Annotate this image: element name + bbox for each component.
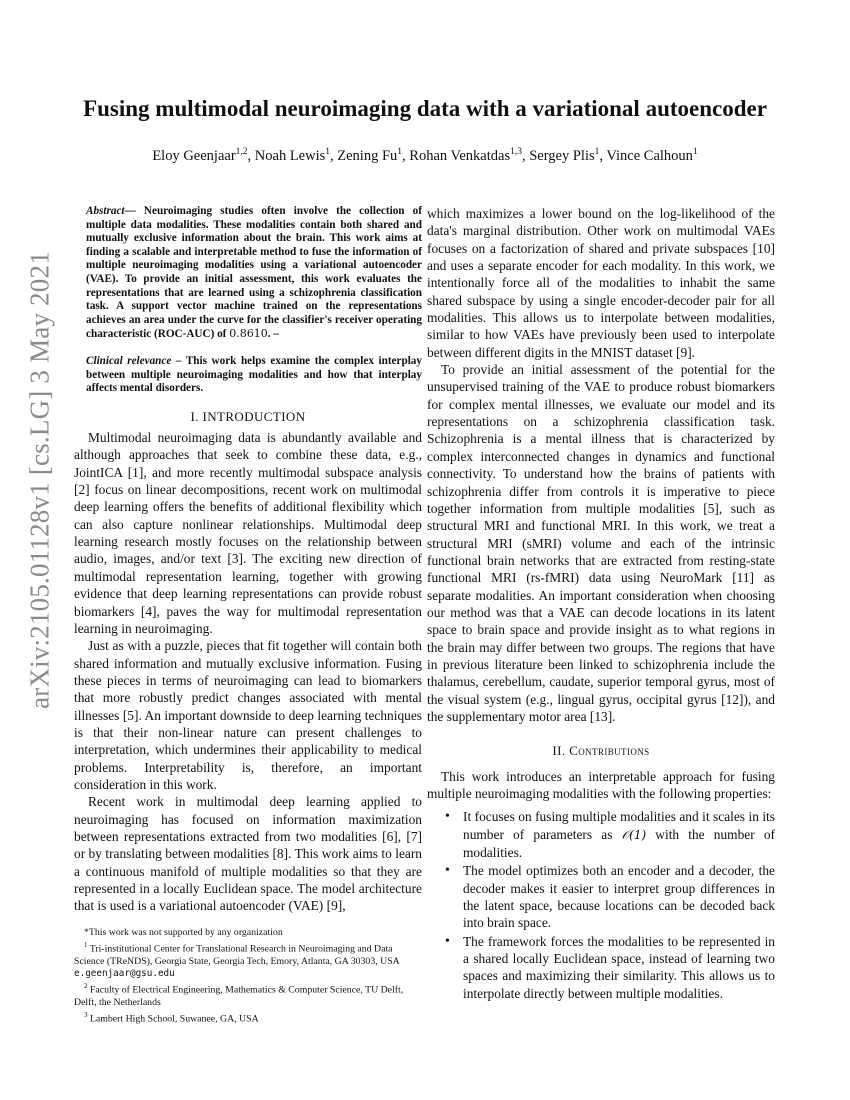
contribution-text: It focuses on fusing multiple modalities and it scales in its number of parameters as bbox=[463, 809, 775, 842]
intro-continuation: which maximizes a lower bound on the log-likelihood of the data's marginal distribution. Other work on multimodal VAEs focuses on a factorization of shared and private subspaces [10] and uses a separate encoder for each modality. In this work, we intentionally force all of the modalities to inhabit the same shared subspace by using a single encoder-decoder pair for all modalities. This allows us to interpolate between modalities, similar to how VAEs have previously been used to interpolate between different digits in the MNIST dataset [9]. bbox=[427, 206, 775, 360]
author-affiliation: 1 bbox=[594, 147, 600, 157]
intro-paragraph: Multimodal neuroimaging data is abundantly available and although approaches that seek to combine these data, e.g., JointICA [1], and more recently multimodal subspace analysis [2] focus on linear decompositions, recent work on multimodal deep learning offers the benefits of additional flexibility which can also capture nonlinear relationships. Multimodal deep learning research mostly focuses on the relationship between audio, images, and/or text [3]. The exciting new direction of multimodal representation learning, together with growing evidence that deep learning representations can provide robust biomarkers [4], paves the way for multimodal representation learning in neuroimaging. bbox=[74, 430, 422, 636]
contribution-text: The model optimizes both an encoder and a decoder, the decoder makes it easier to interpret group differences in the latent space, because locations can be decoded back into brain space. bbox=[463, 863, 775, 931]
footnote-2 bbox=[74, 980, 422, 1009]
intro-paragraph: To provide an initial assessment of the potential for the unsupervised training of the VAE to produce robust biomarkers for complex mental illnesses, we evaluate our model and its representations on a schizophrenia classification task. Schizophrenia is a mental illness that is characterized by complex interconnected changes in dynamics and functional connectivity. To understand how the brains of patients with schizophrenia differ from controls it is imperative to piece together information from multiple modalities [5], such as structural MRI and functional MRI. In this work, we treat a structural MRI (sMRI) volume and each of the intrinsic functional brain networks that are extracted from resting-state functional MRI (rs-fMRI) data using NeuroMark [11] as separate modalities. An important consideration when choosing our method was that a VAE can decode locations in its latent space to brain space and provide insight as to what regions in the brain may differ between two groups. The regions that have in previous literature been linked to schizophrenia include the thalamus, cerebellum, caudate, superior temporal gyrus, most of the visual system (e.g., lingual gyrus, occipital gyrus [12]), and the supplementary motor area [13]. bbox=[427, 362, 775, 724]
abstract-auc-value: 0.8610 bbox=[229, 327, 268, 341]
contributions-list bbox=[427, 808, 775, 1002]
section-heading-contributions: II. Contributions bbox=[552, 743, 650, 759]
author-list: Eloy Geenjaar$^{1,2}$, Noah Lewis$^1$, Zening Fu$^1$, Rohan Venkatdas$^{1,3}$, Sergey Plis$^1$, Vince Calhoun$^1$ bbox=[152, 147, 698, 164]
clinical-relevance bbox=[74, 355, 422, 396]
section-heading-introduction: I. INTRODUCTION bbox=[190, 408, 306, 424]
contribution-text: with the number of modalities. bbox=[463, 826, 775, 861]
author-name: Eloy Geenjaar bbox=[152, 147, 236, 164]
left-column bbox=[74, 205, 422, 915]
paper-title: Fusing multimodal neuroimaging data with a variational autoencoder bbox=[83, 96, 767, 121]
footnote-2-text: Faculty of Electrical Engineering, Mathematics & Computer Science, TU Delft, Delft, the Netherlands bbox=[74, 984, 404, 1009]
contribution-item bbox=[463, 808, 775, 861]
arxiv-sidebar-identifier bbox=[19, 251, 61, 709]
footnote-marker: 3 bbox=[84, 1011, 88, 1020]
contribution-text: The framework forces the modalities to be represented in a shared locally Euclidean space, instead of learning two spaces and maximizing their similarity. This allows us to interpolate directly between multiple modalities. bbox=[463, 933, 775, 1001]
footnote-marker: 1 bbox=[84, 941, 88, 950]
abstract: Abstract— Neuroimaging studies often involve the collection of multiple data modalities. These modalities contain both shared and mutually exclusive information about the brain. This work aims at finding a scalable and interpretable method to fuse the information of multiple neuroimaging modalities using a variational autoencoder (VAE). To provide an initial assessment, this work evaluates the representations that are learned using a schizophrenia classification task. A support vector machine trained on the representations achieves an area under the curve for the classifier's receiver operating characteristic (ROC-AUC) of 0.8610. – bbox=[86, 205, 423, 341]
footnote-support: *This work was not supported by any organization bbox=[84, 927, 283, 938]
right-column bbox=[427, 205, 775, 1003]
author-name: Zening Fu bbox=[337, 147, 398, 164]
clinical-relevance-label: Clinical relevance bbox=[86, 354, 172, 367]
author-affiliation: 1 bbox=[397, 147, 403, 157]
author-name: Rohan Venkatdas bbox=[409, 147, 511, 164]
footnote-1-email: e.geenjaar@gsu.edu bbox=[74, 968, 175, 980]
footnote-1-text: Tri-institutional Center for Translational Research in Neuroimaging and Data Science (TReNDS), Georgia State, Georgia Tech, Emory, Atlanta, GA 30303, USA bbox=[74, 943, 400, 967]
author-affiliation: 1,3 bbox=[510, 147, 522, 157]
abstract-ending: . – bbox=[267, 328, 279, 341]
footnote-marker: 2 bbox=[84, 982, 88, 991]
contribution-item bbox=[463, 862, 775, 931]
author-name: Vince Calhoun bbox=[606, 147, 693, 164]
intro-paragraph: Just as with a puzzle, pieces that fit together will contain both shared information and mutually exclusive information. Fusing these pieces in terms of neuroimaging can lead to biomarkers that more robustly predict changes associated with mental illnesses [5]. An important downside to deep learning techniques is that their non-linear nature can present challenges to interpretation, which undermines their applicability to medical problems. Interpretability is, therefore, an important consideration in this work. bbox=[74, 638, 422, 792]
author-affiliation: 1 bbox=[325, 147, 331, 157]
author-name: Noah Lewis bbox=[254, 147, 326, 164]
footnotes bbox=[74, 927, 422, 1026]
author-name: Sergey Plis bbox=[529, 147, 595, 164]
author-affiliation: 1 bbox=[692, 147, 698, 157]
contributions-intro: This work introduces an interpretable approach for fusing multiple neuroimaging modalities with the following properties: bbox=[427, 768, 775, 801]
abstract-text: Neuroimaging studies often involve the collection of multiple data modalities. These modalities contain both shared and mutually exclusive information about the brain. This work aims at finding a scalable and interpretable method to fuse the information of multiple neuroimaging modalities using a variational autoencoder (VAE). To provide an initial assessment, this work evaluates the representations that are learned using a schizophrenia classification task. A support vector machine trained on the representations achieves an area under the curve for the classifier's receiver operating characteristic (ROC-AUC) of bbox=[86, 205, 423, 341]
footnote-3 bbox=[74, 1009, 422, 1026]
contribution-item bbox=[463, 933, 775, 1002]
footnote-3-text: Lambert High School, Suwanee, GA, USA bbox=[89, 1013, 259, 1025]
abstract-label: Abstract bbox=[86, 205, 125, 217]
contribution-math: 𝒪(1) bbox=[621, 827, 647, 842]
intro-paragraph: Recent work in multimodal deep learning applied to neuroimaging has focused on information maximization between representations extracted from two modalities [6], [7] or by translating between modalities [8]. This work aims to learn a continuous manifold of multiple modalities so that they are represented in a locally Euclidean space. The model architecture that is used is a variational autoencoder (VAE) [9], bbox=[74, 794, 422, 914]
author-affiliation: 1,2 bbox=[235, 147, 248, 157]
footnote-1 bbox=[74, 939, 422, 980]
arxiv-id-text: arXiv:2105.01128v1 [cs.LG] 3 May 2021 bbox=[24, 251, 55, 709]
clinical-relevance-text: – This work helps examine the complex interplay between multiple neuroimaging modalities and how that interplay affects mental disorders. bbox=[86, 354, 422, 395]
